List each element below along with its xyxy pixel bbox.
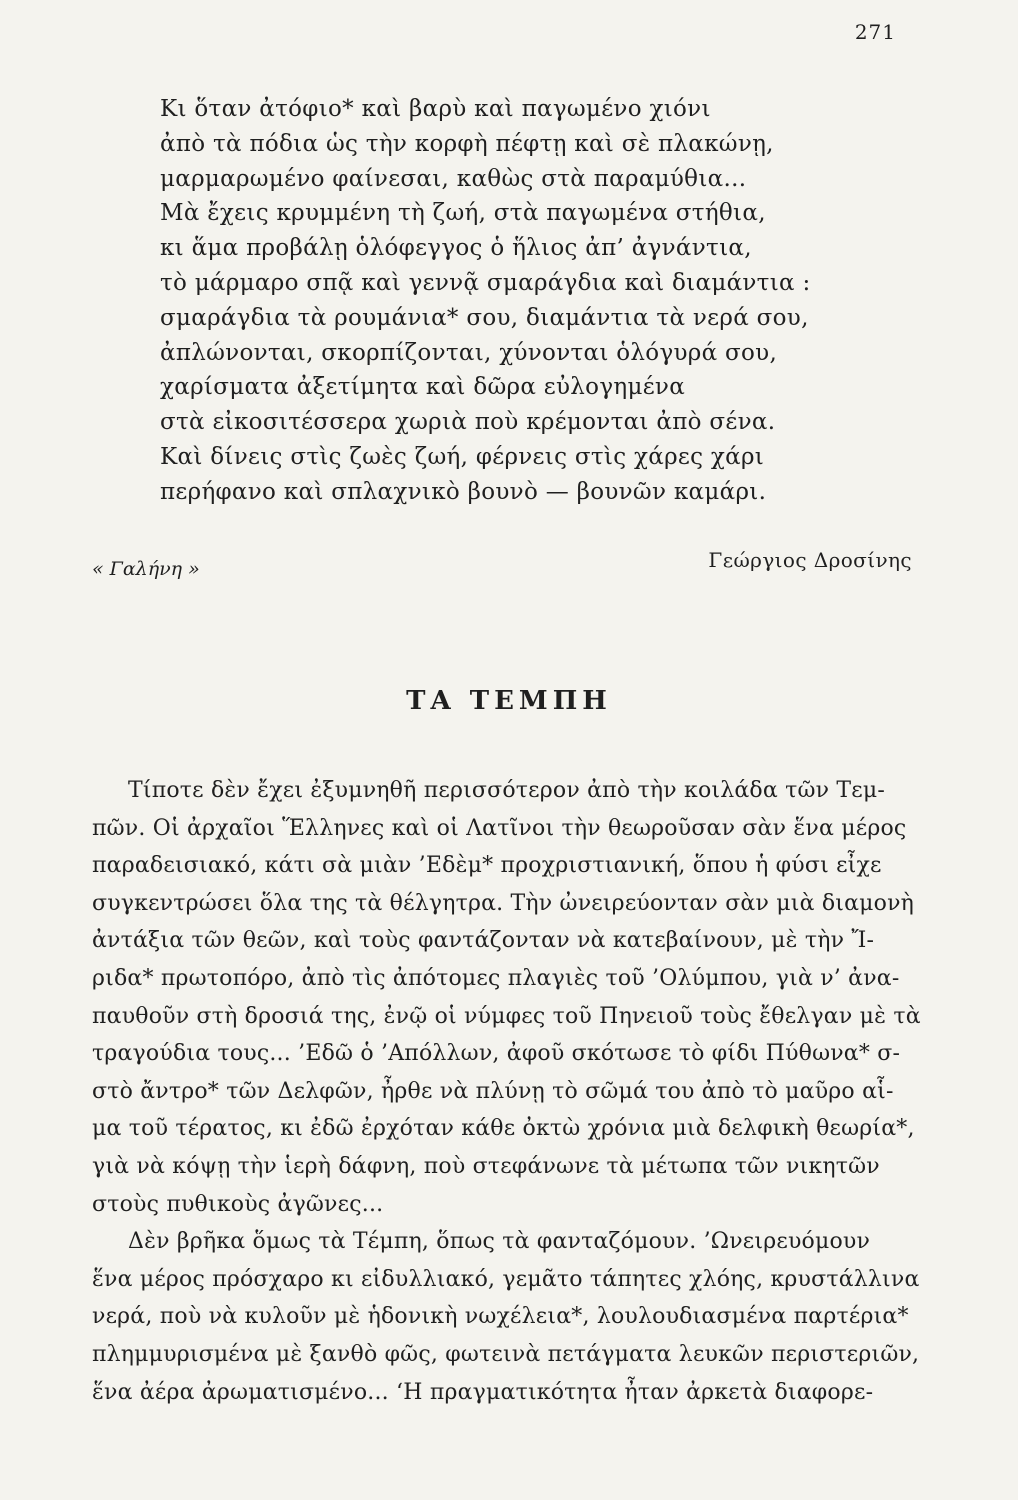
prose-line: Τίποτε δὲν ἔχει ἐξυμνηθῆ περισσότερον ἀπὸ τὴν κοιλάδα τῶν Τεμ- — [128, 778, 885, 803]
prose-line: γιὰ νὰ κόψῃ τὴν ἱερὴ δάφνη, ποὺ στεφάνωνε τὰ μέτωπα τῶν νικητῶν — [92, 1153, 880, 1179]
poem-line: Μὰ ἔχεις κρυμμένη τὴ ζωή, στὰ παγωμένα στήθια, — [160, 200, 766, 227]
prose-line: Δὲν βρῆκα ὅμως τὰ Τέμπη, ὅπως τὰ φανταζόμουν. ’Ωνειρευόμουν — [128, 1229, 871, 1255]
poem-line: περήφανο καὶ σπλαχνικὸ βουνὸ — βουνῶν καμάρι. — [160, 478, 767, 505]
poem-line: Κι ὅταν ἀτόφιο* καὶ βαρὺ καὶ παγωμένο χιόνι — [160, 96, 711, 122]
prose-body — [92, 772, 922, 1411]
prose-line: μα τοῦ τέρατος, κι ἐδῶ ἐρχόταν κάθε ὀκτὼ χρόνια μιὰ δελφικὴ θεωρία*, — [92, 1116, 915, 1142]
poem-author: Γεώργιος Δροσίνης — [708, 548, 912, 572]
prose-line: πλημμυρισμένα μὲ ξανθὸ φῶς, φωτεινὰ πετάγματα λευκῶν περιστεριῶν, — [92, 1341, 920, 1367]
poem-line: σμαράγδια τὰ ρουμάνια* σου, διαμάντια τὰ νερά σου, — [160, 304, 809, 331]
poem-source: « Γαλήνη » — [92, 558, 200, 580]
prose-line: συγκεντρώσει ὅλα της τὰ θέλγητρα. Τὴν ὠνειρεύονταν σὰν μιὰ διαμονὴ — [92, 890, 915, 916]
prose-line: ἀντάξια τῶν θεῶν, καὶ τοὺς φαντάζονταν νὰ κατεβαίνουν, μὲ τὴν Ἴ- — [92, 928, 875, 954]
poem-line: ἀπλώνονται, σκορπίζονται, χύνονται ὁλόγυρά σου, — [160, 339, 778, 366]
prose-line: παραδεισιακό, κάτι σὰ μιὰν ’Εδὲμ* προχριστιανική, ὅπου ἡ φύσι εἶχε — [92, 853, 882, 879]
prose-line: στὸ ἄντρο* τῶν Δελφῶν, ἦρθε νὰ πλύνῃ τὸ σῶμά του ἀπὸ τὸ μαῦρο αἷ- — [92, 1078, 894, 1104]
poem-line: τὸ μάρμαρο σπᾷ καὶ γεννᾷ σμαράγδια καὶ διαμάντια : — [160, 269, 811, 296]
poem — [160, 92, 860, 510]
poem-line: χαρίσματα ἀξετίμητα καὶ δῶρα εὐλογημένα — [160, 374, 686, 401]
prose-line: ριδα* πρωτοπόρο, ἀπὸ τὶς ἀπότομες πλαγιὲς τοῦ ’Ολύμπου, γιὰ ν’ ἀνα- — [92, 965, 900, 991]
prose-line: ἕνα μέρος πρόσχαρο κι εἰδυλλιακό, γεμᾶτο τάπητες χλόης, κρυστάλλινα — [92, 1266, 920, 1292]
prose-line: παυθοῦν στὴ δροσιά της, ἐνῷ οἱ νύμφες τοῦ Πηνειοῦ τοὺς ἔθελγαν μὲ τὰ — [92, 1003, 921, 1029]
poem-line: στὰ εἰκοσιτέσσερα χωριὰ ποὺ κρέμονται ἀπὸ σένα. — [160, 409, 776, 436]
prose-line: νερά, ποὺ νὰ κυλοῦν μὲ ἡδονικὴ νωχέλεια*, λουλουδιασμένα παρτέρια* — [92, 1304, 909, 1330]
prose-line: πῶν. Οἱ ἀρχαῖοι Ἕλληνες καὶ οἱ Λατῖνοι τὴν θεωροῦσαν σὰν ἕνα μέρος — [92, 815, 907, 841]
section-title: ΤΑ ΤΕΜΠΗ — [406, 686, 612, 716]
prose-line: ἕνα ἀέρα ἀρωματισμένο... ‘Η πραγματικότητα ἦταν ἀρκετὰ διαφορε- — [92, 1379, 874, 1405]
poem-line: Καὶ δίνεις στὶς ζωὲς ζωή, φέρνεις στὶς χάρες χάρι — [160, 443, 765, 470]
poem-line: κι ἅμα προβάλῃ ὁλόφεγγος ὁ ἥλιος ἀπ’ ἀγνάντια, — [160, 235, 752, 262]
prose-line: στοὺς πυθικοὺς ἀγῶνες... — [92, 1191, 384, 1217]
poem-line: μαρμαρωμένο φαίνεσαι, καθὼς στὰ παραμύθια... — [160, 165, 747, 192]
poem-attribution — [92, 548, 912, 588]
prose-line: τραγούδια τους... ’Εδῶ ὁ ’Απόλλων, ἀφοῦ σκότωσε τὸ φίδι Πύθωνα* σ- — [92, 1041, 901, 1067]
poem-line: ἀπὸ τὰ πόδια ὡς τὴν κορφὴ πέφτῃ καὶ σὲ πλακώνῃ, — [160, 130, 774, 157]
page-number: 271 — [854, 20, 896, 44]
